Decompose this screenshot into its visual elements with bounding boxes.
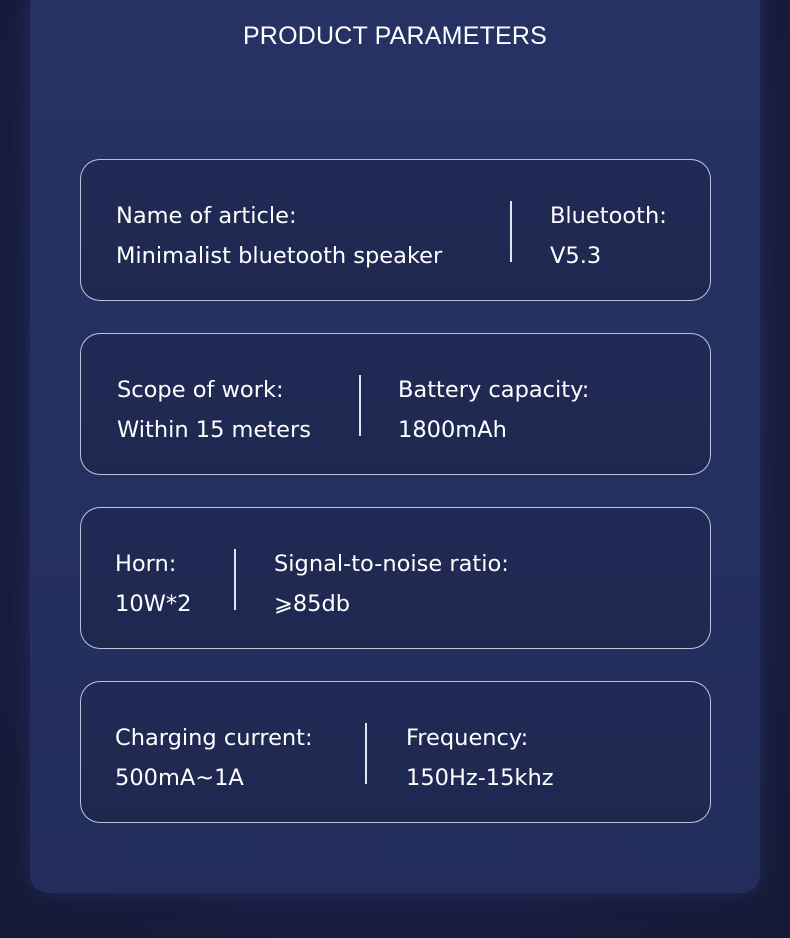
param-label: Name of article: (116, 203, 297, 229)
param-label: Frequency: (406, 725, 529, 751)
param-label: Battery capacity: (398, 377, 590, 403)
param-label: Charging current: (115, 725, 313, 751)
card-divider (359, 375, 361, 436)
param-horn (115, 544, 191, 624)
param-value: 1800mAh (398, 417, 507, 443)
param-card-horn-snr (80, 507, 711, 649)
param-signal-to-noise-ratio (274, 544, 509, 624)
param-value: 500mA~1A (115, 765, 244, 791)
param-charging-current (115, 718, 313, 798)
param-battery-capacity (398, 370, 589, 450)
param-label: Horn: (115, 551, 177, 577)
param-frequency (406, 718, 554, 798)
param-value: 10W*2 (115, 591, 192, 617)
card-divider (365, 723, 367, 784)
param-scope-of-work (117, 370, 311, 450)
param-value: 150Hz-15khz (406, 765, 554, 791)
param-label: Signal-to-noise ratio: (274, 551, 509, 577)
card-divider (510, 201, 512, 262)
param-value: ⩾85db (274, 591, 351, 617)
param-bluetooth (550, 196, 667, 276)
param-label: Bluetooth: (550, 203, 667, 229)
param-card-scope-battery (80, 333, 711, 475)
param-value: V5.3 (550, 243, 602, 269)
param-card-charging-frequency (80, 681, 711, 823)
param-name-of-article (116, 196, 442, 276)
param-value: Within 15 meters (117, 417, 311, 443)
card-divider (234, 549, 236, 610)
param-label: Scope of work: (117, 377, 284, 403)
page-title: PRODUCT PARAMETERS (242, 22, 548, 50)
param-value: Minimalist bluetooth speaker (116, 243, 443, 269)
param-card-name-bluetooth (80, 159, 711, 301)
